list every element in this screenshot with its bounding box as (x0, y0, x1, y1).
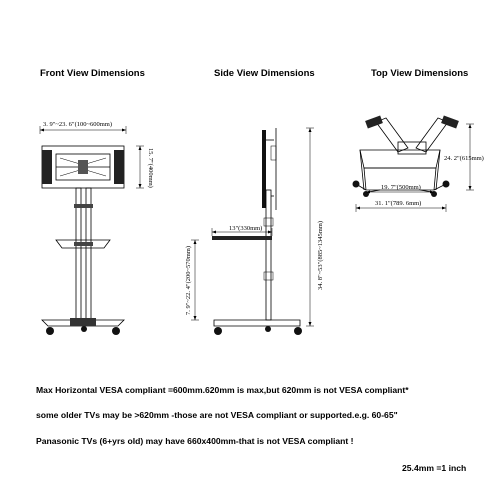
vesa-height-label: 15. 7"(400mm) (147, 148, 154, 188)
inner-width-label: 19. 7"(500mm) (381, 184, 421, 191)
outer-width-label: 31. 1"(789. 6mm) (375, 200, 422, 207)
top-view-drawing (353, 116, 484, 212)
vesa-note-line-1: Max Horizontal VESA compliant =600mm.620mm is max,but 620mm is not VESA compliant* (36, 385, 409, 395)
total-height-label: 34. 8"~53"(885~1345mm) (317, 220, 324, 290)
vesa-width-label: 3. 9"~23. 6"(100~600mm) (43, 121, 113, 128)
top-view-heading: Top View Dimensions (371, 68, 469, 79)
front-view-drawing (40, 121, 154, 335)
shelf-height-label: 7. 9"~22. 4"(200~570mm) (185, 245, 192, 315)
side-view-heading: Side View Dimensions (214, 68, 315, 79)
vesa-note-line-2: some older TVs may be >620mm -those are not VESA compliant or supported.e.g. 60-65" (36, 410, 398, 420)
vesa-note-line-3: Panasonic TVs (6+yrs old) may have 660x400mm-that is not VESA compliant ! (36, 436, 354, 446)
front-view-heading: Front View Dimensions (40, 68, 145, 79)
top-depth-label: 24. 2"(615mm) (444, 155, 484, 162)
shelf-depth-label: 13"(330mm) (229, 225, 263, 232)
side-view-drawing (185, 128, 324, 335)
unit-conversion-note: 25.4mm =1 inch (402, 463, 467, 473)
